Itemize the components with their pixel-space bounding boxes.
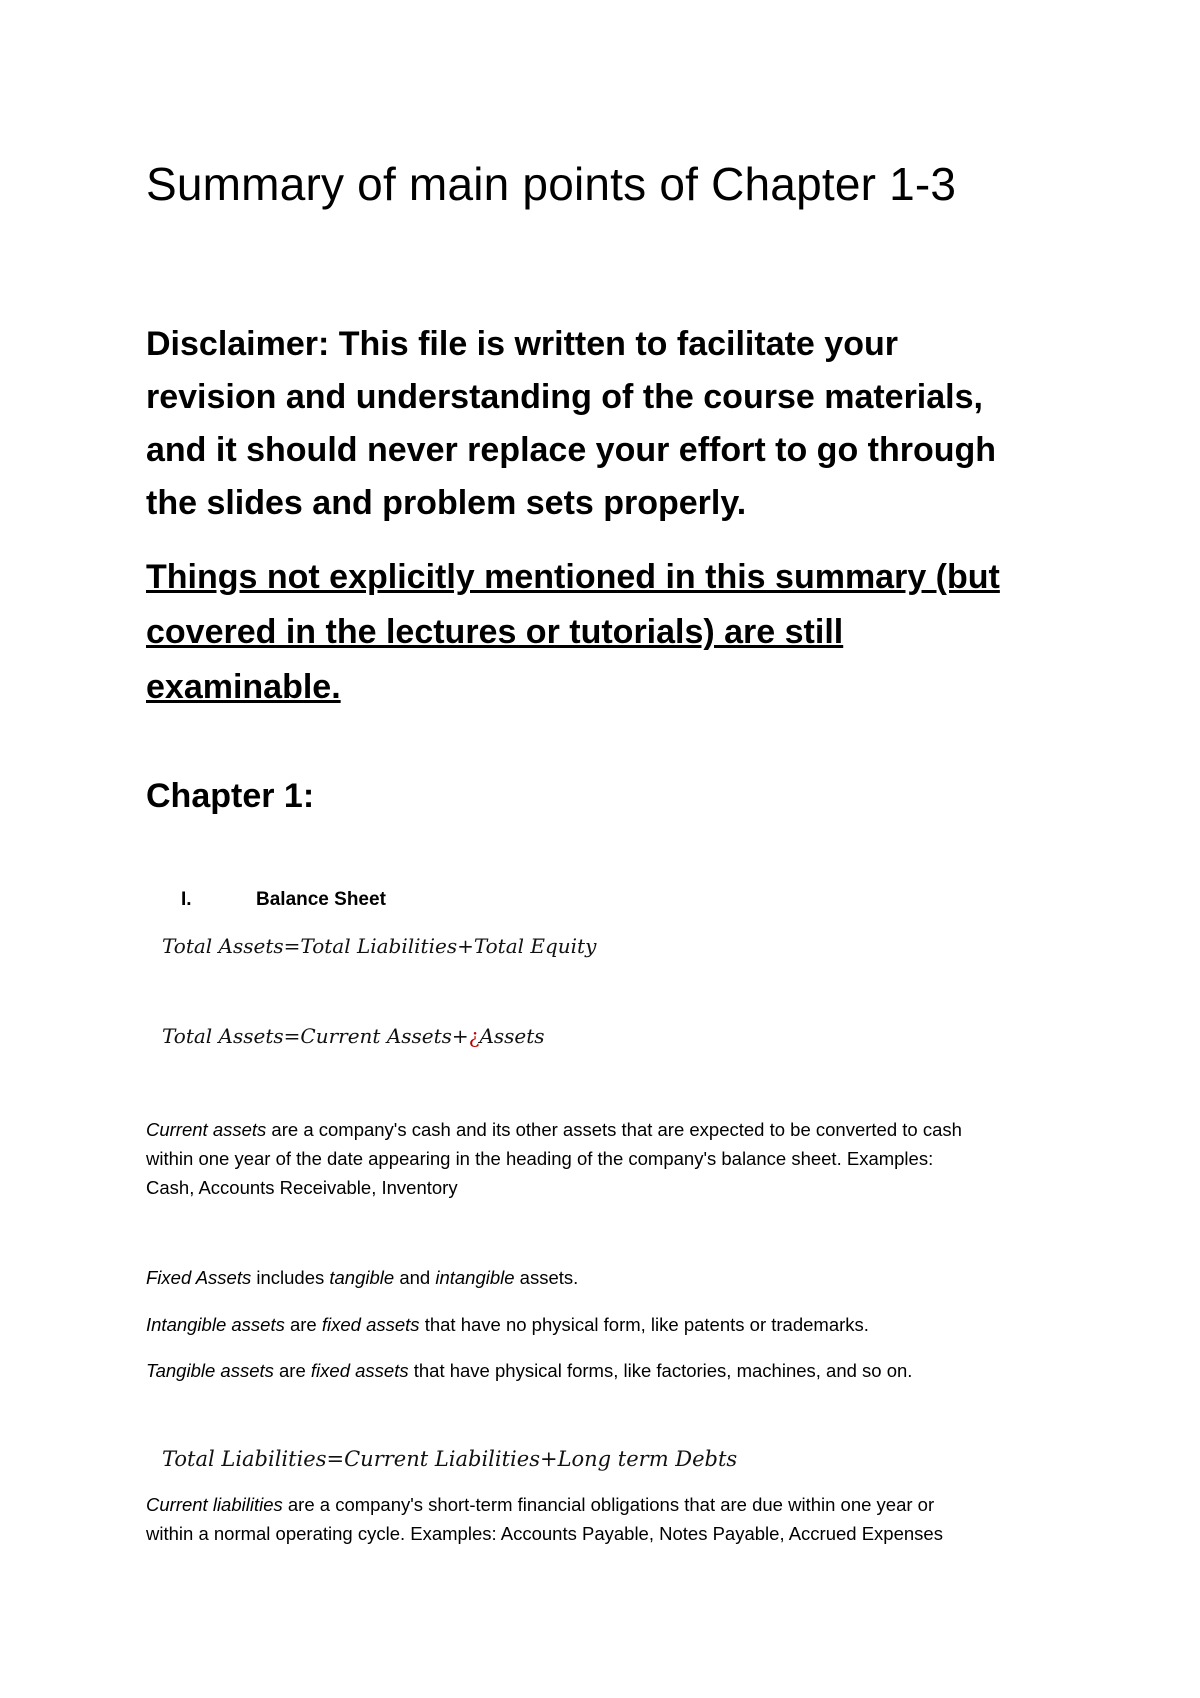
fixed-assets-paragraph: Fixed Assets includes tangible and intangible assets. (146, 1267, 579, 1288)
equation-assets-breakdown (162, 1022, 545, 1050)
term-intangible-assets: Intangible assets (146, 1314, 285, 1335)
equation-right: Assets (479, 1024, 545, 1048)
term-fixed-assets: Fixed Assets (146, 1267, 252, 1288)
disclaimer-line: and it should never replace your effort to go through (146, 431, 997, 469)
missing-symbol-mark: ¿ (468, 1024, 480, 1048)
disclaimer-line: Disclaimer: This file is written to facilitate your (146, 325, 898, 363)
equation-total-liabilities: Total Liabilities=Current Liabilities+Long term Debts (162, 1447, 738, 1471)
disclaimer-line: revision and understanding of the course materials, (146, 378, 983, 416)
note-line: examinable. (146, 668, 341, 706)
term-current-liabilities: Current liabilities (146, 1494, 283, 1515)
current-assets-paragraph: Current assets are a company's cash and its other assets that are expected to be converted to cash within one year of the date appearing in the heading of the company's balance sheet. Examples: Cash, Accounts Receivable, Inventory (146, 1119, 962, 1198)
disclaimer (146, 318, 1086, 530)
equation-left: Total Assets=Current Assets+ (162, 1024, 469, 1048)
equation-total-assets: Total Assets=Total Liabilities+Total Equity (162, 934, 597, 958)
chapter-heading: Chapter 1: (146, 777, 315, 815)
disclaimer-line: the slides and problem sets properly. (146, 484, 747, 522)
examinable-note (146, 550, 1086, 715)
tangible-assets-paragraph: Tangible assets are fixed assets that have physical forms, like factories, machines, and so on. (146, 1360, 913, 1381)
term-tangible-assets: Tangible assets (146, 1360, 274, 1381)
current-liabilities-paragraph: Current liabilities are a company's short-term financial obligations that are due within one year or within a normal operating cycle. Examples: Accounts Payable, Notes Payable, Accrued Expenses (146, 1494, 943, 1544)
intangible-assets-paragraph: Intangible assets are fixed assets that have no physical form, like patents or trademarks. (146, 1314, 869, 1335)
term-current-assets: Current assets (146, 1119, 267, 1140)
document-title: Summary of main points of Chapter 1-3 (146, 158, 957, 210)
section-title: Balance Sheet (256, 889, 386, 910)
section-number: I. (181, 889, 192, 910)
note-line: covered in the lectures or tutorials) are still (146, 613, 844, 651)
note-line: Things not explicitly mentioned in this summary (but (146, 558, 1000, 596)
section-heading (181, 888, 386, 912)
